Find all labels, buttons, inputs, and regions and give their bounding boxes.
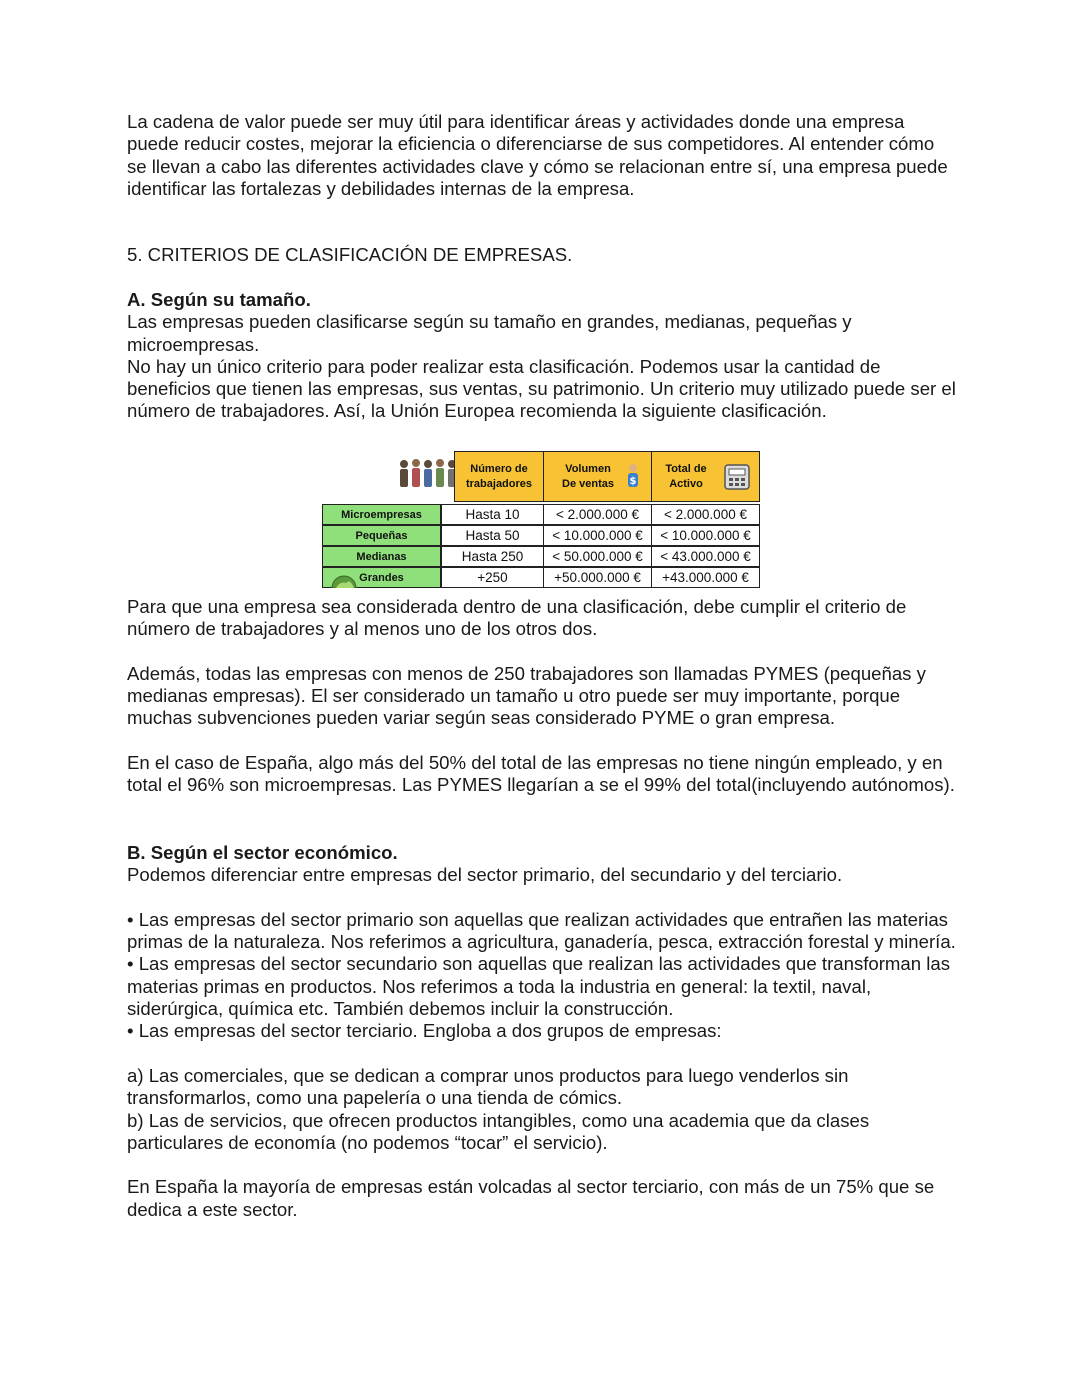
cell-sales-medium: < 50.000.000 € <box>543 546 652 567</box>
closing-paragraph: En España la mayoría de empresas están volcadas al sector terciario, con más de un 75% que se dedica a este sector. <box>127 1176 935 1220</box>
sub-item-b: b) Las de servicios, que ofrecen productos intangibles, como una academia que da clases particulares de economía (no podemos “tocar” el servicio). <box>127 1109 870 1153</box>
section-a <box>127 289 957 423</box>
money-person-icon <box>624 462 642 492</box>
after-table-paragraph-1: Para que una empresa sea considerada dentro de una clasificación, debe cumplir el criterio de número de trabajadores y al menos uno de los otros dos. <box>127 596 907 640</box>
cell-workers-small: Hasta 50 <box>441 525 544 546</box>
section-b <box>127 842 957 1221</box>
cell-workers-micro: Hasta 10 <box>441 504 544 525</box>
cell-sales-micro: < 2.000.000 € <box>543 504 652 525</box>
header-sales: Volumen De ventas $ <box>543 451 652 502</box>
globe-icon <box>330 569 358 588</box>
row-label-medium: Medianas <box>322 546 441 567</box>
intro-text: La cadena de valor puede ser muy útil para identificar áreas y actividades donde una empresa puede reducir costes, mejorar la eficiencia o diferenciarse de sus competidores. Al entender cómo se llevan a cabo las diferentes actividades clave y cómo se relacionan entre sí, una empresa puede identificar las fortalezas y debilidades internas de la empresa. <box>127 111 948 199</box>
cell-sales-small: < 10.000.000 € <box>543 525 652 546</box>
bullet-secondary: • Las empresas del sector secundario son aquellas que realizan las actividades que transforman las materias primas en productos. Nos referimos a toda la industria en general: la textil, naval, siderúrgica, química etc. También debemos incluir la construcción. <box>127 953 957 1020</box>
cell-assets-small: < 10.000.000 € <box>651 525 760 546</box>
cell-workers-large: +250 <box>441 567 544 588</box>
people-group-icon <box>396 455 460 491</box>
classification-table <box>322 451 760 588</box>
section-a-paragraph-2: No hay un único criterio para poder realizar esta clasificación. Podemos usar la cantidad de beneficios que tienen las empresas, sus ventas, su patrimonio. Un criterio muy utilizado puede ser el número de trabajadores. Así, la Unión Europea recomienda la siguiente clasificación. <box>127 355 956 422</box>
after-table <box>127 596 957 797</box>
cell-assets-medium: < 43.000.000 € <box>651 546 760 567</box>
sub-item-a: a) Las comerciales, que se dedican a comprar unos productos para luego venderlos sin transformarlos, como una papelería o una tienda de cómics. <box>127 1064 849 1109</box>
intro-paragraph <box>127 111 957 200</box>
row-label-small: Pequeñas <box>322 525 441 546</box>
section-b-paragraph: Podemos diferenciar entre empresas del sector primario, del secundario y del terciario. <box>127 864 843 886</box>
after-table-paragraph-3: En el caso de España, algo más del 50% del total de las empresas no tiene ningún empleado, y en total el 96% son microempresas. Las PYMES llegarían a se el 99% del total(incluyendo autónomos). <box>127 752 955 796</box>
header-workers: Número de trabajadores <box>454 451 544 502</box>
section-title <box>127 244 957 266</box>
cell-assets-micro: < 2.000.000 € <box>651 504 760 525</box>
bullet-tertiary: • Las empresas del sector terciario. Engloba a dos grupos de empresas: <box>127 1020 957 1042</box>
svg-text:$: $ <box>629 475 637 487</box>
section-title-text: 5. CRITERIOS DE CLASIFICACIÓN DE EMPRESAS. <box>127 244 573 265</box>
section-a-heading: A. Según su tamaño. <box>127 289 311 310</box>
row-label-micro: Microempresas <box>322 504 441 525</box>
after-table-paragraph-2: Además, todas las empresas con menos de 250 trabajadores son llamadas PYMES (pequeñas y medianas empresas). El ser considerado un tamaño u otro puede ser muy importante, porque muchas subvenciones pueden variar según seas considerado PYME o gran empresa. <box>127 662 926 729</box>
cell-workers-medium: Hasta 250 <box>441 546 544 567</box>
calculator-icon <box>722 462 752 492</box>
section-b-heading: B. Según el sector económico. <box>127 842 398 863</box>
section-a-paragraph-1: Las empresas pueden clasificarse según su tamaño en grandes, medianas, pequeñas y microempresas. <box>127 311 852 355</box>
row-label-large: Grandes <box>322 567 441 588</box>
header-assets: Total de Activo <box>651 451 760 502</box>
cell-sales-large: +50.000.000 € <box>543 567 652 588</box>
bullet-primary: • Las empresas del sector primario son aquellas que realizan actividades que entrañen las materias primas de la naturaleza. Nos referimos a agricultura, ganadería, pesca, extracción forestal y minería. <box>127 909 957 954</box>
cell-assets-large: +43.000.000 € <box>651 567 760 588</box>
